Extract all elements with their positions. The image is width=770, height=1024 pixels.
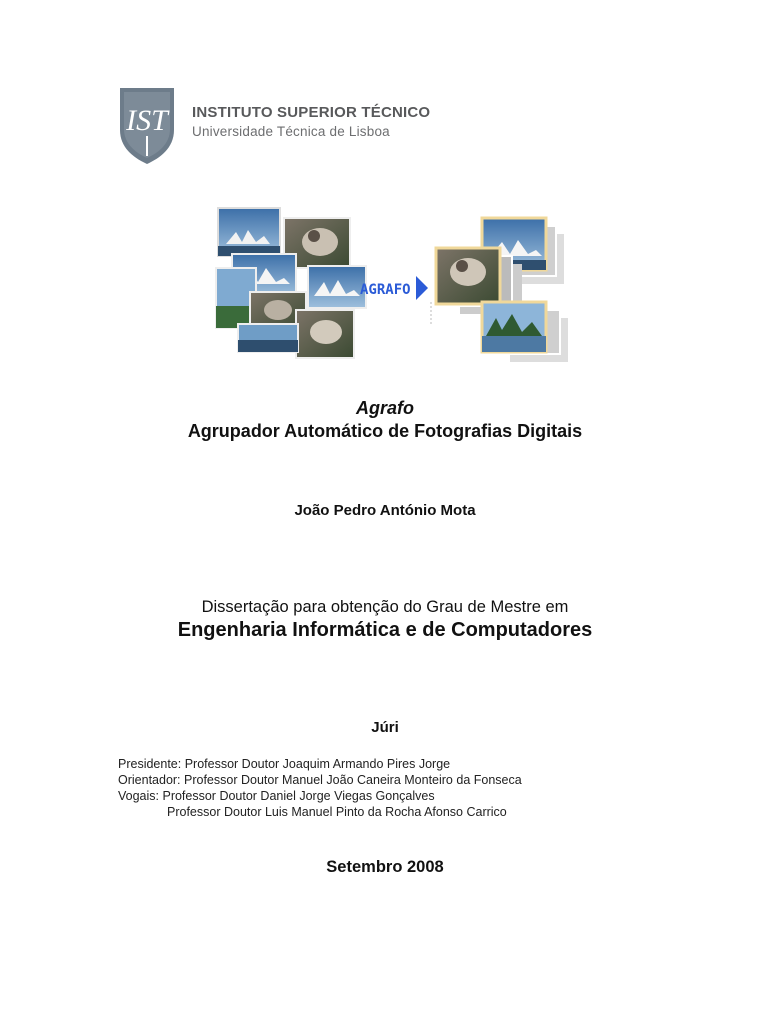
photo-opera-house-3: [308, 266, 366, 308]
grouped-stacks: [436, 218, 568, 362]
photo-opera-house: [218, 208, 280, 256]
ist-logo: [118, 86, 176, 166]
jury-vogais-second: Professor Doutor Luis Manuel Pinto da Rocha Afonso Carrico: [167, 805, 507, 819]
arrow-icon: [416, 276, 428, 300]
photo-bird-3: [296, 310, 354, 358]
cover-illustration: [214, 206, 574, 366]
thesis-subtitle: Agrupador Automático de Fotografias Digitais: [187, 421, 583, 441]
institution-name: INSTITUTO SUPERIOR TÉCNICO: [192, 104, 431, 121]
author-name: João Pedro António Mota: [294, 502, 476, 519]
jury-presidente: Presidente: Professor Doutor Joaquim Armando Pires Jorge: [118, 757, 451, 771]
agrafo-label: AGRAFO: [360, 282, 411, 298]
photo-harbor: [238, 324, 298, 352]
dissertation-line: Dissertação para obtenção do Grau de Mestre em: [201, 598, 569, 616]
jury-orientador: Orientador: Professor Doutor Manuel João Caneira Monteiro da Fonseca: [118, 773, 522, 787]
stack-coast: [482, 302, 568, 362]
thesis-title: Agrafo: [356, 398, 414, 418]
degree-name: Engenharia Informática e de Computadores: [177, 619, 593, 641]
institution-subtitle: Universidade Técnica de Lisboa: [192, 124, 390, 139]
submission-date: Setembro 2008: [326, 858, 444, 876]
jury-heading: Júri: [371, 719, 399, 736]
jury-vogais: Vogais: Professor Doutor Daniel Jorge Viegas Gonçalves: [118, 789, 435, 803]
logo-lettering: IST: [126, 104, 168, 137]
scattered-photos: [216, 208, 366, 358]
